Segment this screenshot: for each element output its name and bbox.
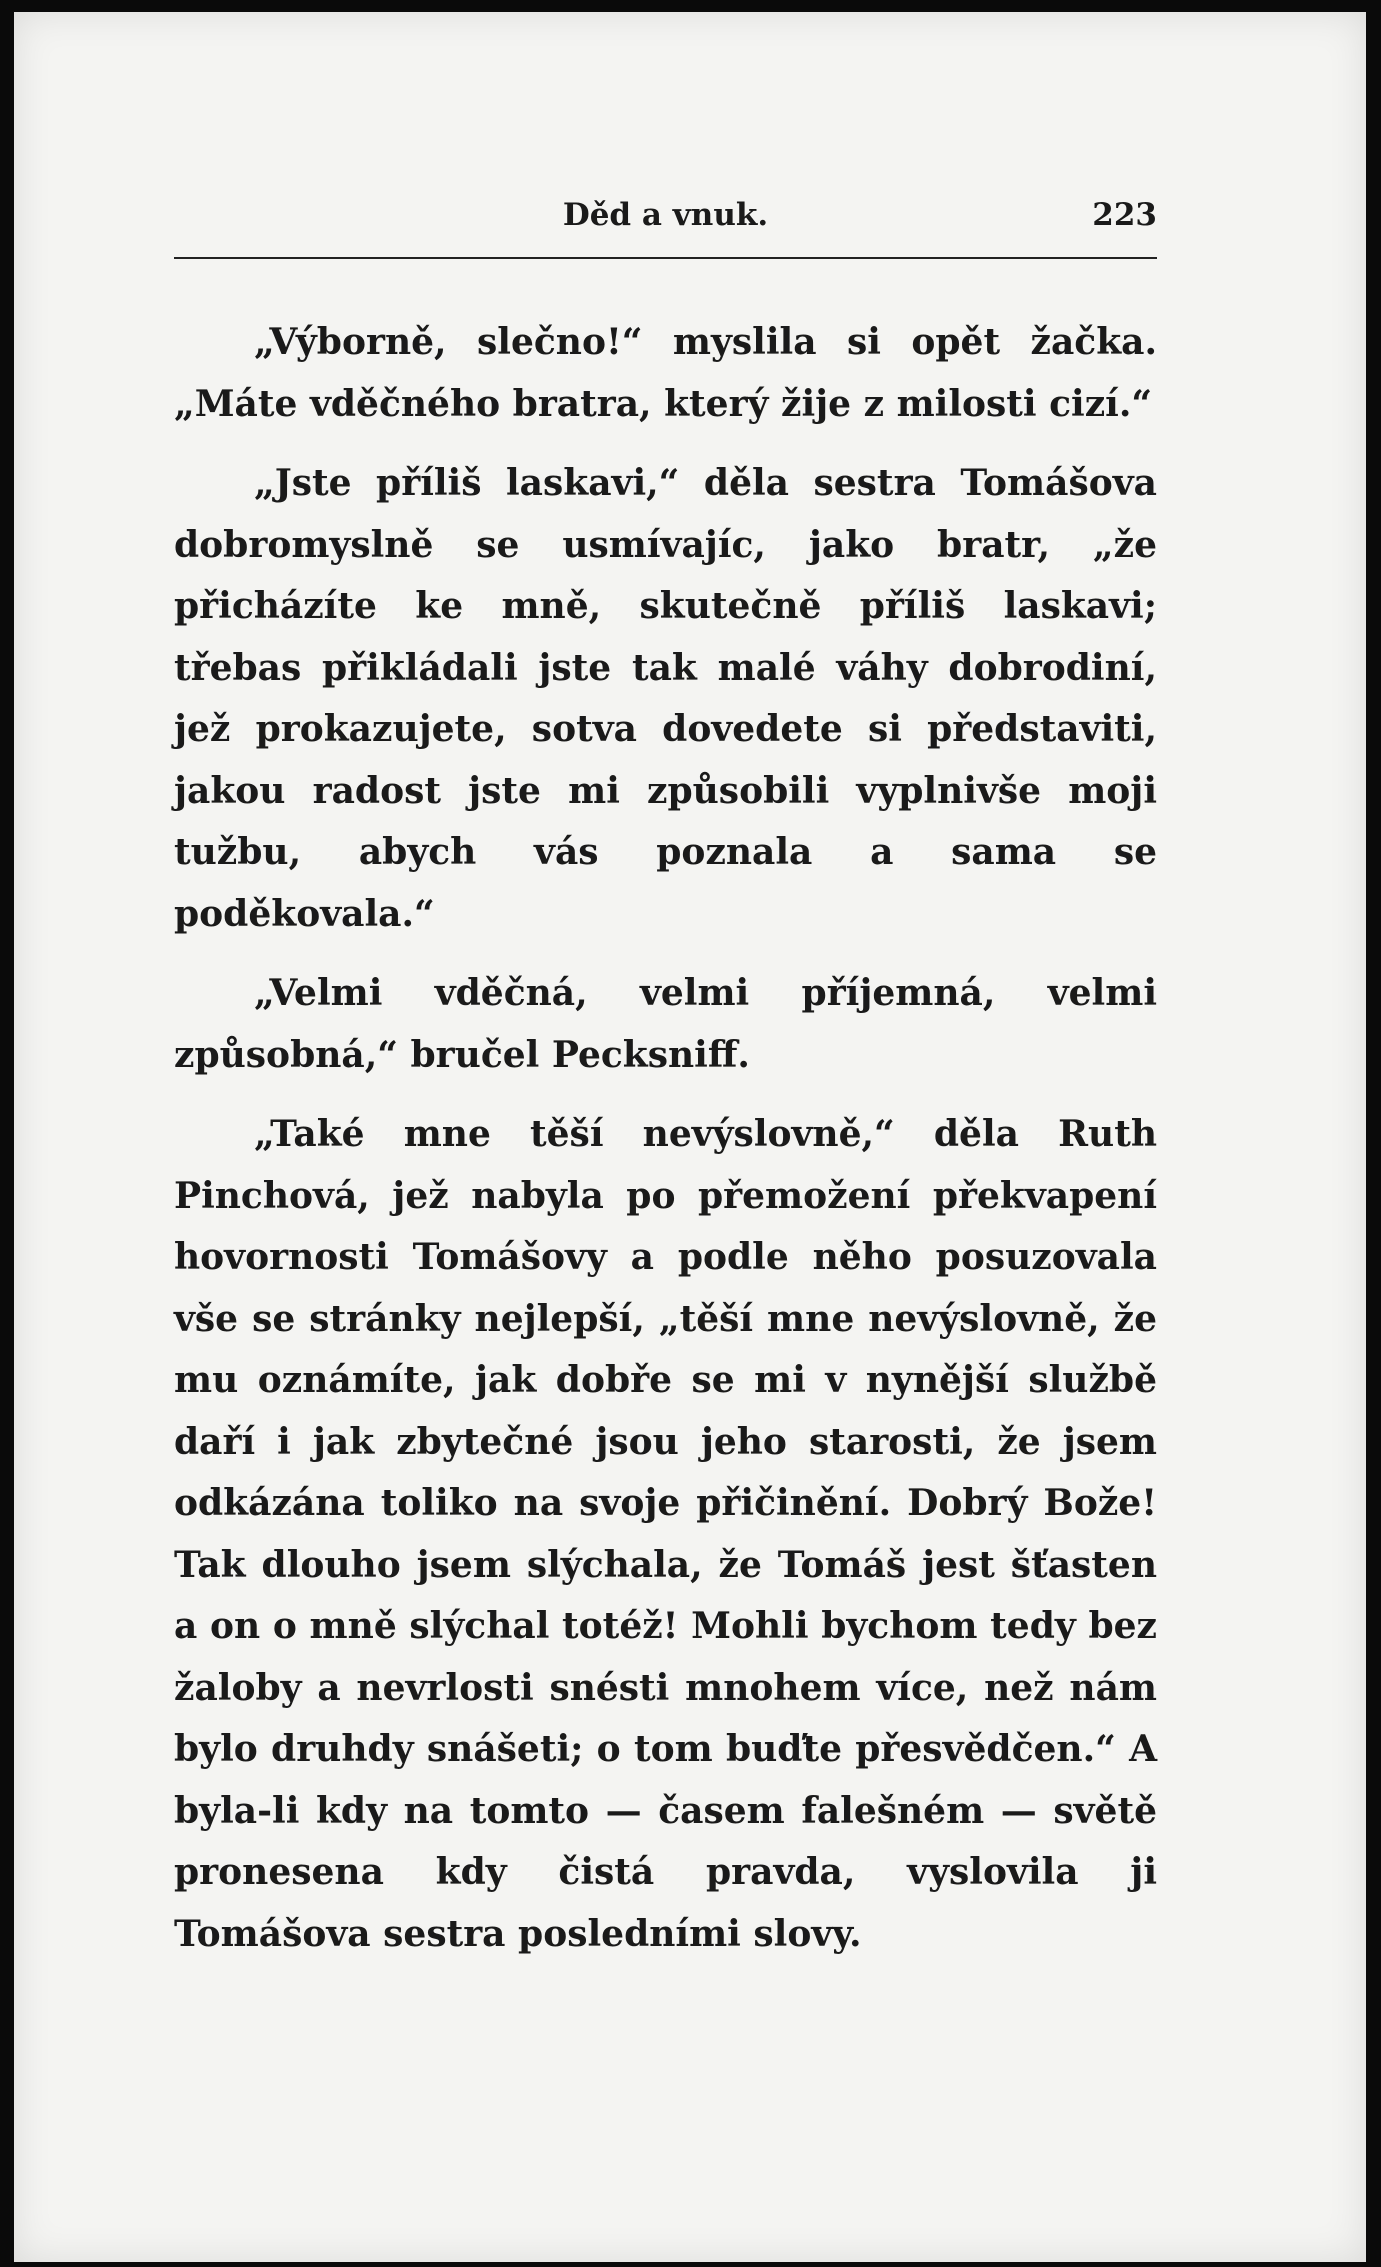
paragraph: „Výborně, slečno!“ myslila si opět žačka. „Máte vděčného bratra, který žije z milosti cizí.“ bbox=[174, 321, 1157, 425]
page-number: 223 bbox=[1092, 197, 1157, 233]
header-rule bbox=[174, 257, 1157, 259]
paragraph: „Také mne těší nevýslovně,“ děla Ruth Pinchová, jež nabyla po přemožení překvapení hovornosti Tomášovy a podle něho posuzovala vše se stránky nejlepší, „těší mne nevýslovně, že mu oznámíte, jak dobře se mi v nynější službě daří i jak zbytečné jsou jeho starosti, že jsem odkázána toliko na svoje přičinění. Dobrý Bože! Tak dlouho jsem slýchala, že Tomáš jest šťasten a on o mně slýchal totéž! Mohli bychom tedy bez žaloby a nevrlosti snésti mnohem více, než nám bylo druhdy snášeti; o tom buďte přesvědčen.“ A byla-li kdy na tomto — časem falešném — světě pronesena kdy čistá pravda, vyslovila ji Tomášova sestra posledními slovy. bbox=[174, 1113, 1157, 1955]
running-head bbox=[174, 197, 1157, 247]
body-text bbox=[174, 312, 1157, 1983]
book-page bbox=[14, 12, 1366, 2262]
paragraph: „Jste příliš laskavi,“ děla sestra Tomášova dobromyslně se usmívajíc, jako bratr, „že přicházíte ke mně, skutečně příliš laskavi; třebas přikládali jste tak malé váhy dobrodiní, jež prokazujete, sotva dovedete si představiti, jakou radost jste mi způsobili vyplnivše moji tužbu, abych vás poznala a sama se poděkovala.“ bbox=[174, 462, 1157, 935]
running-title: Děd a vnuk. bbox=[562, 197, 769, 233]
paragraph: „Velmi vděčná, velmi příjemná, velmi způsobná,“ bručel Pecksniff. bbox=[174, 972, 1157, 1076]
